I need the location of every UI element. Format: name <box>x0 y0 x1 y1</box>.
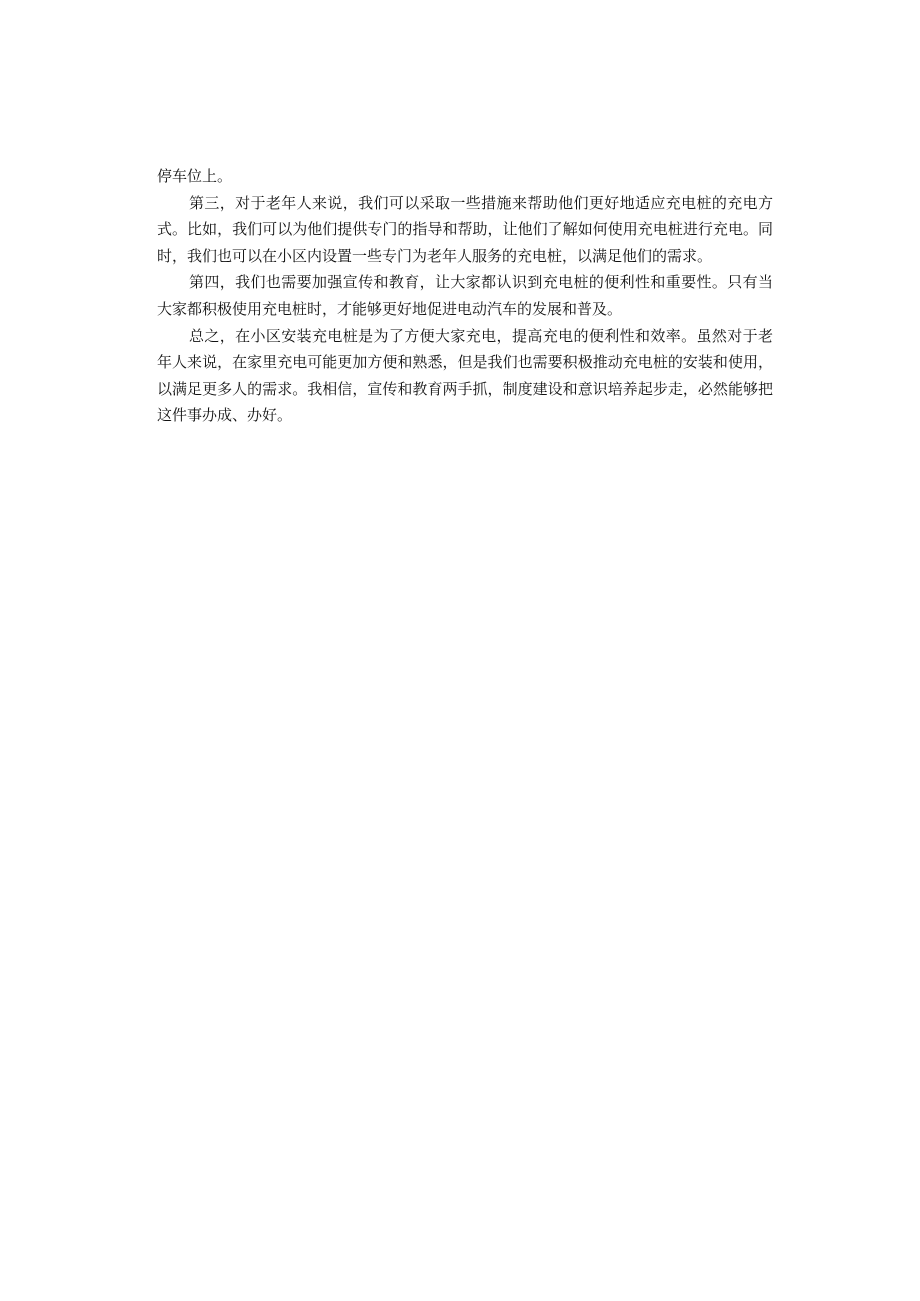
paragraph-fourth-point: 第四，我们也需要加强宣传和教育，让大家都认识到充电桩的便利性和重要性。只有当大家都积极使用充电桩时，才能够更好地促进电动汽车的发展和普及。 <box>157 273 773 318</box>
paragraph-third-point: 第三，对于老年人来说，我们可以采取一些措施来帮助他们更好地适应充电桩的充电方式。比如，我们可以为他们提供专门的指导和帮助，让他们了解如何使用充电桩进行充电。同时，我们也可以在小区内设置一些专门为老年人服务的充电桩，以满足他们的需求。 <box>157 193 773 265</box>
paragraph-continuation: 停车位上。 <box>157 167 233 185</box>
document-body <box>157 163 773 429</box>
paragraph-conclusion: 总之，在小区安装充电桩是为了方便大家充电，提高充电的便利性和效率。虽然对于老年人来说，在家里充电可能更加方便和熟悉，但是我们也需要积极推动充电桩的安装和使用，以满足更多人的需求。我相信，宣传和教育两手抓，制度建设和意识培养起步走，必然能够把这件事办成、办好。 <box>157 326 773 425</box>
